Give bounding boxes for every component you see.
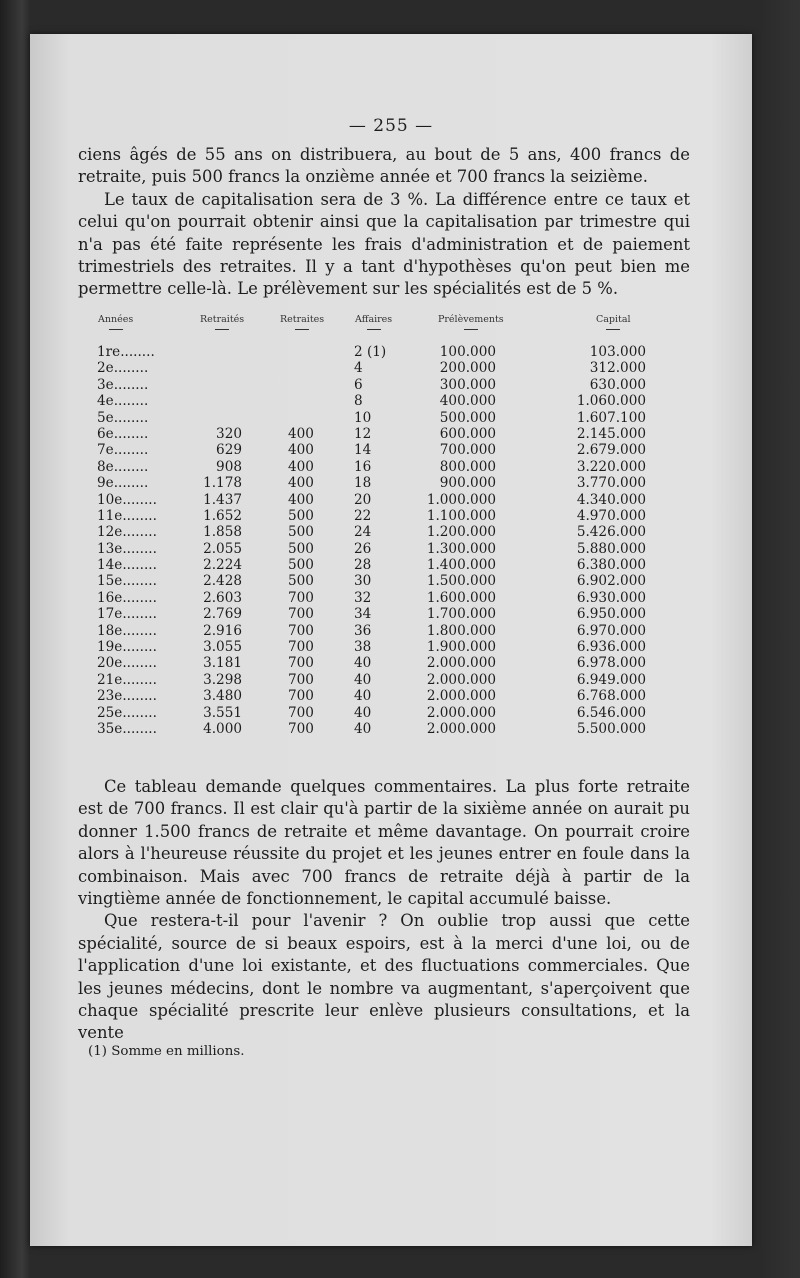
cell-levies: 2.000.000	[426, 655, 496, 672]
table-row	[70, 573, 670, 589]
cell-pensions: 400	[288, 425, 314, 442]
cell-capital: 312.000	[589, 360, 646, 377]
cell-levies: 100.000	[439, 344, 496, 360]
cell-retired: 2.916	[203, 622, 242, 639]
cell-cases: 14	[354, 442, 372, 459]
cell-cases: 40	[354, 655, 372, 672]
cell-cases: 40	[354, 720, 372, 737]
cell-cases: 22	[354, 507, 372, 524]
cell-cases: 18	[354, 475, 372, 492]
cell-pensions: 400	[288, 442, 314, 459]
cell-year: 4e........	[97, 393, 149, 410]
cell-retired: 4.000	[203, 720, 242, 737]
cell-capital: 4.340.000	[576, 491, 646, 508]
cell-pensions: 700	[288, 720, 314, 737]
cell-year: 14e........	[97, 557, 157, 574]
cell-retired: 1.652	[203, 507, 242, 524]
cell-levies: 400.000	[439, 393, 496, 410]
intro-text	[78, 144, 690, 301]
cell-levies: 2.000.000	[426, 720, 496, 737]
cell-levies: 200.000	[439, 360, 496, 377]
cell-levies: 1.000.000	[426, 491, 496, 508]
cell-retired: 2.224	[203, 557, 242, 574]
cell-capital: 6.936.000	[576, 639, 646, 656]
table-row	[70, 344, 670, 360]
cell-capital: 103.000	[589, 344, 646, 360]
cell-cases: 4	[354, 360, 363, 377]
cell-retired: 1.858	[203, 524, 242, 541]
cell-levies: 1.100.000	[426, 507, 496, 524]
cell-cases: 34	[354, 606, 372, 623]
table-row	[70, 410, 670, 426]
table-row	[70, 377, 670, 393]
cell-retired: 3.551	[203, 704, 242, 721]
table-row	[70, 688, 670, 704]
cell-capital: 6.380.000	[576, 557, 646, 574]
cell-pensions: 700	[288, 688, 314, 705]
cell-cases: 20	[354, 491, 372, 508]
cell-levies: 1.900.000	[426, 639, 496, 656]
cell-retired: 1.178	[203, 475, 242, 492]
cell-retired: 3.480	[203, 688, 242, 705]
table-row	[70, 639, 670, 655]
cell-year: 11e........	[97, 507, 157, 524]
cell-year: 1re........	[97, 344, 155, 360]
cell-cases: 12	[354, 425, 372, 442]
cell-pensions: 700	[288, 589, 314, 606]
cell-year: 16e........	[97, 589, 157, 606]
header-pensions: Retraites	[280, 314, 325, 325]
cell-capital: 5.500.000	[576, 720, 646, 737]
table-row	[70, 475, 670, 491]
cell-year: 12e........	[97, 524, 157, 541]
cell-pensions: 500	[288, 507, 314, 524]
cell-cases: 36	[354, 622, 372, 639]
header-retired: Retraités	[200, 314, 245, 325]
cell-retired: 3.298	[203, 671, 242, 688]
cell-cases: 16	[354, 458, 372, 475]
cell-pensions: 500	[288, 573, 314, 590]
cell-levies: 1.200.000	[426, 524, 496, 541]
cell-cases: 30	[354, 573, 372, 590]
cell-levies: 2.000.000	[426, 688, 496, 705]
cell-pensions: 500	[288, 540, 314, 557]
cell-pensions: 400	[288, 475, 314, 492]
table-row	[70, 508, 670, 524]
cell-year: 7e........	[97, 442, 149, 459]
book-page	[30, 34, 752, 1246]
footnote: (1) Somme en millions.	[88, 1044, 245, 1059]
table-row	[70, 492, 670, 508]
table-row	[70, 393, 670, 409]
commentary-text	[78, 776, 690, 1045]
cell-cases: 24	[354, 524, 372, 541]
cell-pensions: 500	[288, 524, 314, 541]
cell-retired: 908	[216, 458, 242, 475]
cell-year: 6e........	[97, 425, 149, 442]
cell-levies: 2.000.000	[426, 671, 496, 688]
cell-capital: 6.902.000	[576, 573, 646, 590]
cell-levies: 500.000	[439, 409, 496, 426]
cell-capital: 6.970.000	[576, 622, 646, 639]
cell-pensions: 400	[288, 491, 314, 508]
cell-year: 20e........	[97, 655, 157, 672]
cell-capital: 3.770.000	[576, 475, 646, 492]
cell-pensions: 700	[288, 606, 314, 623]
cell-capital: 3.220.000	[576, 458, 646, 475]
table-row	[70, 459, 670, 475]
table-row	[70, 705, 670, 721]
cell-cases: 28	[354, 557, 372, 574]
cell-capital: 5.880.000	[576, 540, 646, 557]
cell-cases: 38	[354, 639, 372, 656]
cell-pensions: 400	[288, 458, 314, 475]
cell-levies: 1.700.000	[426, 606, 496, 623]
cell-capital: 5.426.000	[576, 524, 646, 541]
cell-year: 15e........	[97, 573, 157, 590]
cell-levies: 1.600.000	[426, 589, 496, 606]
capitalisation-table	[70, 314, 670, 737]
cell-pensions: 500	[288, 557, 314, 574]
header-years: Années	[98, 314, 134, 325]
cell-year: 18e........	[97, 622, 157, 639]
cell-capital: 4.970.000	[576, 507, 646, 524]
cell-year: 2e........	[97, 360, 149, 377]
cell-capital: 6.950.000	[576, 606, 646, 623]
cell-cases: 32	[354, 589, 372, 606]
cell-capital: 1.607.100	[576, 409, 646, 426]
cell-levies: 800.000	[439, 458, 496, 475]
cell-year: 8e........	[97, 458, 149, 475]
table-row	[70, 655, 670, 671]
table-row	[70, 541, 670, 557]
cell-year: 9e........	[97, 475, 149, 492]
cell-levies: 1.300.000	[426, 540, 496, 557]
cell-cases: 40	[354, 671, 372, 688]
header-capital: Capital	[596, 314, 631, 325]
cell-cases: 2 (1)	[354, 344, 387, 360]
table-row	[70, 623, 670, 639]
table-row	[70, 672, 670, 688]
cell-year: 23e........	[97, 688, 157, 705]
table-header	[70, 314, 670, 344]
header-cases: Affaires	[355, 314, 393, 325]
cell-levies: 2.000.000	[426, 704, 496, 721]
commentary-paragraph-1: Ce tableau demande quelques commentaires. La plus forte retraite est de 700 francs. Il est clair qu'à partir de la sixième année on aurait pu donner 1.500 francs de retraite et même davantage. On pourrait croire alors à l'heureuse réussite du projet et les jeunes entrer en foule dans la combinaison. Mais avec 700 francs de retraite déjà à partir de la vingtième année de fonctionnement, le capital accumulé baisse.	[78, 777, 690, 909]
cell-cases: 10	[354, 409, 372, 426]
cell-cases: 40	[354, 688, 372, 705]
table-row	[70, 606, 670, 622]
cell-levies: 1.800.000	[426, 622, 496, 639]
table-row	[70, 590, 670, 606]
intro-paragraph-2: Le taux de capitalisation sera de 3 %. La différence entre ce taux et celui qu'on pourrait obtenir ainsi que la capitalisation par trimestre qui n'a pas été faite représente les frais d'administration et de paiement trimestriels des retraites. Il y a tant d'hypothèses qu'on peut bien me permettre celle-là. Le prélèvement sur les spécialités est de 5 %.	[78, 189, 690, 299]
table-row	[70, 360, 670, 376]
cell-levies: 600.000	[439, 425, 496, 442]
cell-capital: 630.000	[589, 376, 646, 393]
cell-cases: 6	[354, 376, 363, 393]
cell-retired: 2.428	[203, 573, 242, 590]
cell-retired: 3.055	[203, 639, 242, 656]
page-number: — 255 —	[348, 116, 434, 136]
cell-retired: 1.437	[203, 491, 242, 508]
cell-capital: 2.679.000	[576, 442, 646, 459]
cell-retired: 3.181	[203, 655, 242, 672]
cell-year: 35e........	[97, 720, 157, 737]
cell-pensions: 700	[288, 639, 314, 656]
commentary-paragraph-2: Que restera-t-il pour l'avenir ? On oublie trop aussi que cette spécialité, source de si beaux espoirs, est à la merci d'une loi, ou de l'application d'une loi existante, et des fluctuations commerciales. Que les jeunes médecins, dont le nombre va augmentant, s'aperçoivent que chaque spécialité prescrite leur enlève plusieurs consultations, et la vente	[78, 911, 690, 1043]
cell-capital: 6.949.000	[576, 671, 646, 688]
cell-year: 17e........	[97, 606, 157, 623]
table-row	[70, 524, 670, 540]
table-row	[70, 442, 670, 458]
cell-pensions: 700	[288, 655, 314, 672]
cell-levies: 700.000	[439, 442, 496, 459]
cell-year: 5e........	[97, 409, 149, 426]
cell-levies: 300.000	[439, 376, 496, 393]
table-body	[70, 344, 670, 737]
cell-retired: 2.769	[203, 606, 242, 623]
cell-year: 25e........	[97, 704, 157, 721]
cell-levies: 1.400.000	[426, 557, 496, 574]
cell-pensions: 700	[288, 622, 314, 639]
cell-retired: 629	[216, 442, 242, 459]
cell-retired: 2.055	[203, 540, 242, 557]
intro-paragraph-1: ciens âgés de 55 ans on distribuera, au bout de 5 ans, 400 francs de retraite, puis 500 francs la onzième année et 700 francs la seizième.	[78, 145, 690, 187]
cell-year: 10e........	[97, 491, 157, 508]
cell-capital: 6.978.000	[576, 655, 646, 672]
cell-capital: 6.546.000	[576, 704, 646, 721]
cell-retired: 320	[216, 425, 242, 442]
cell-cases: 40	[354, 704, 372, 721]
cell-levies: 1.500.000	[426, 573, 496, 590]
cell-capital: 2.145.000	[576, 425, 646, 442]
cell-capital: 1.060.000	[576, 393, 646, 410]
cell-year: 21e........	[97, 671, 157, 688]
table-row	[70, 721, 670, 737]
cell-levies: 900.000	[439, 475, 496, 492]
cell-year: 13e........	[97, 540, 157, 557]
cell-capital: 6.930.000	[576, 589, 646, 606]
table-row	[70, 557, 670, 573]
header-levies: Prélèvements	[438, 314, 504, 325]
cell-capital: 6.768.000	[576, 688, 646, 705]
cell-cases: 26	[354, 540, 372, 557]
cell-year: 19e........	[97, 639, 157, 656]
cell-cases: 8	[354, 393, 363, 410]
cell-year: 3e........	[97, 376, 149, 393]
cell-retired: 2.603	[203, 589, 242, 606]
cell-pensions: 700	[288, 704, 314, 721]
cell-pensions: 700	[288, 671, 314, 688]
table-row	[70, 426, 670, 442]
